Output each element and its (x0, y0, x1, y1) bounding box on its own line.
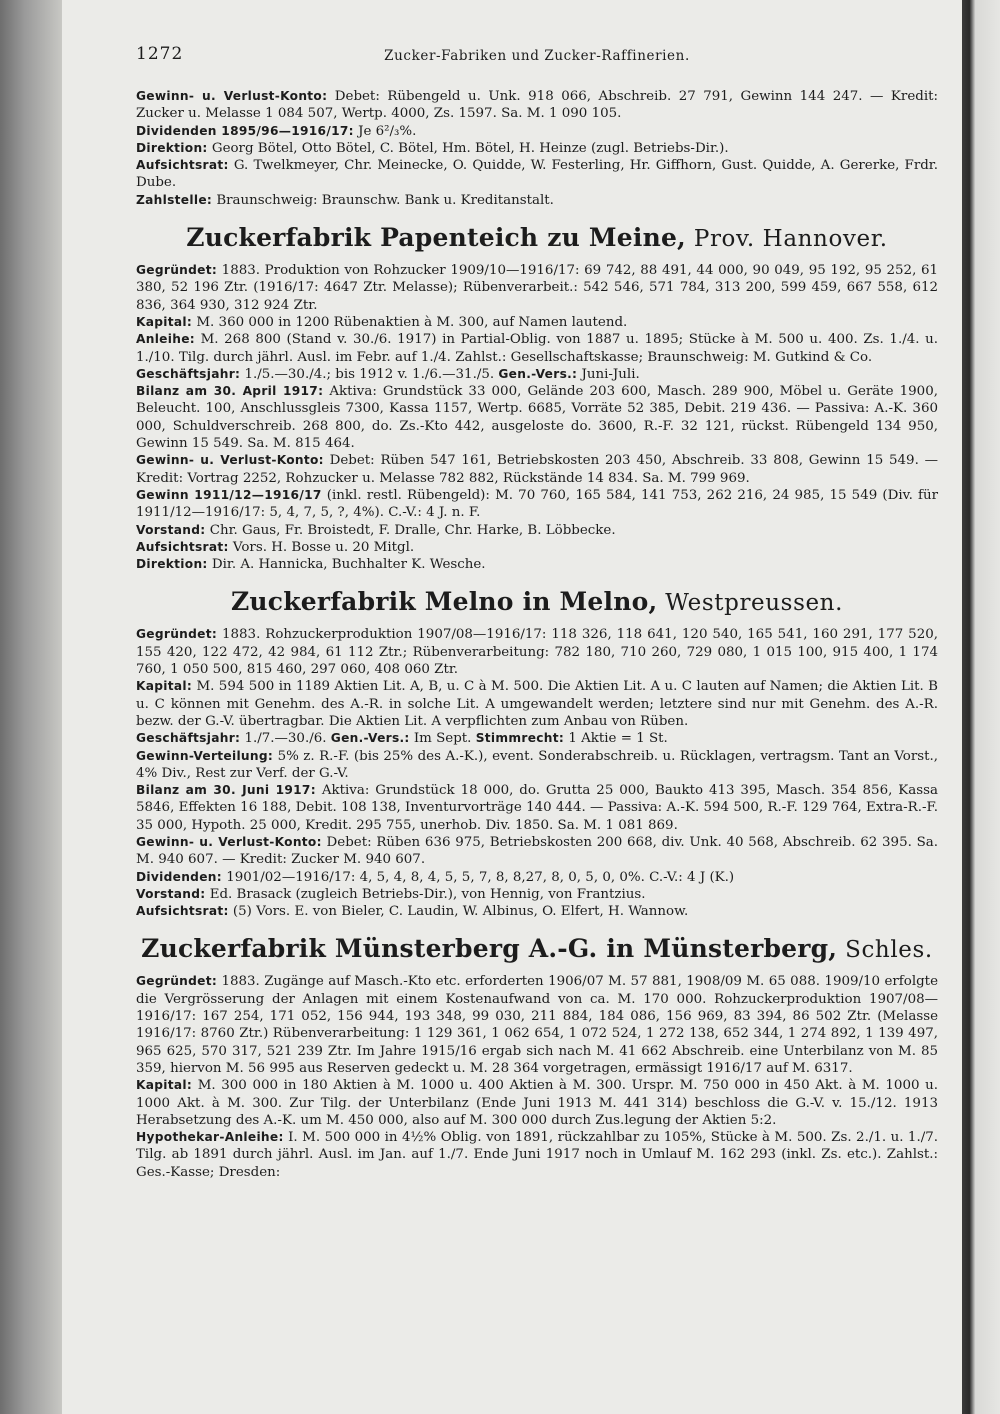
page-content (136, 42, 938, 1181)
field-label: Dividenden: (136, 869, 222, 884)
field-text: 1883. Rohzuckerproduktion 1907/08—1916/17: 118 326, 118 641, 120 540, 165 541, 160 291, 177 520, 155 420, 122 472, 42 984, 61 112 Ztr.; Rübenverarbeitung: 782 180, 710 260, 729 080, 1 015 100, 915 400, 1 174 760, 1 050 500, 815 460, 297 060, 408 060 Ztr. (136, 627, 938, 678)
field-text: M. 268 800 (Stand v. 30./6. 1917) in Partial-Oblig. von 1887 u. 1895; Stücke à M. 500 u. 400. Zs. 1./4. u. 1./10. Tilg. durch jährl. Ausl. im Febr. auf 1./4. Zahlst.: Gesellschaftskasse; Braunschweig: M. Gutkind & Co. (136, 332, 938, 365)
field-text: Georg Bötel, Otto Bötel, C. Bötel, Hm. Bötel, H. Heinze (zugl. Betriebs-Dir.). (207, 140, 729, 156)
paragraph (136, 452, 938, 487)
field-label: Vorstand: (136, 886, 206, 901)
field-label: Geschäftsjahr: (136, 366, 241, 381)
paragraph (136, 886, 938, 903)
field-label: Vorstand: (136, 522, 206, 537)
field-label: Bilanz am 30. April 1917: (136, 384, 324, 399)
scan-left-edge (0, 0, 62, 1414)
field-label: Kapital: (136, 679, 193, 694)
field-text: Je 6²/₃%. (353, 123, 417, 139)
field-label: Gegründet: (136, 627, 218, 642)
field-label: Gewinn- u. Verlust-Konto: (136, 89, 328, 103)
field-text: 1 Aktie = 1 St. (564, 731, 668, 747)
field-label: Aufsichtsrat: (136, 539, 229, 554)
field-text: Braunschweig: Braunschw. Bank u. Kreditanstalt. (212, 192, 554, 208)
field-text: 5% z. R.-F. (bis 25% des A.-K.), event. Sonderabschreib. u. Rücklagen, vertragsm. Tant an Vorst., 4% Div., Rest zur Verf. der G.-V. (136, 748, 938, 781)
paragraph (136, 262, 938, 314)
paragraph (136, 88, 938, 123)
paragraph (136, 730, 938, 747)
company-place: Prov. Hannover. (685, 226, 888, 253)
entry-papenteich (136, 262, 938, 573)
field-text: Debet: Rüben 547 161, Betriebskosten 203 450, Abschreib. 33 808, Gewinn 15 549. — Kredit: Vortrag 2252, Rohzucker u. Melasse 782 882, Rückstände 14 834. Sa. M. 799 969. (136, 453, 939, 486)
field-label: Bilanz am 30. Juni 1917: (136, 783, 316, 798)
field-text: 1901/02—1916/17: 4, 5, 4, 8, 4, 5, 5, 7, 8, 8,27, 8, 0, 5, 0, 0%. C.-V.: 4 J (K.) (221, 869, 735, 885)
field-text: Im Sept. (409, 731, 476, 747)
field-label: Gegründet: (136, 974, 218, 989)
paragraph (136, 903, 938, 920)
company-place: Schles. (837, 937, 933, 964)
field-text: G. Twelkmeyer, Chr. Meinecke, O. Quidde, W. Festerling, Hr. Giffhorn, Gust. Quidde, A. Gererke, Frdr. Dube. (136, 158, 938, 191)
field-label: Gewinn- u. Verlust-Konto: (136, 834, 322, 849)
field-text: Juni-Juli. (577, 366, 640, 382)
field-label: Geschäftsjahr: (136, 731, 241, 746)
field-label: Aufsichtsrat: (136, 158, 229, 173)
company-place: Westpreussen. (657, 590, 844, 617)
field-text: Aktiva: Grundstück 18 000, do. Grutta 25 000, Baukto 413 395, Masch. 354 856, Kassa 5846, Effekten 16 188, Debit. 108 138, Inventurvorträge 140 444. — Passiva: A.-K. 594 500, R.-F. 129 764, Extra-R.-F. 35 000, Hypoth. 25 000, Kredit. 295 755, unerhob. Div. 1850. Sa. M. 1 081 869. (136, 783, 939, 833)
company-title-papenteich (136, 223, 938, 254)
field-label: Gegründet: (136, 263, 218, 278)
field-label: Anleihe: (136, 332, 195, 347)
paragraph (136, 331, 938, 366)
field-label: Gewinn-Verteilung: (136, 748, 274, 763)
field-label: Direktion: (136, 557, 208, 572)
paragraph (136, 1129, 938, 1181)
paragraph (136, 192, 938, 209)
paragraph (136, 157, 938, 192)
field-label: Gen.-Vers.: (330, 731, 410, 746)
field-text: 1./5.—30./4.; bis 1912 v. 1./6.—31./5. (240, 366, 499, 382)
page-header (136, 42, 938, 66)
paragraph (136, 522, 938, 539)
paragraph (136, 973, 938, 1077)
field-text: Debet: Rübengeld u. Unk. 918 066, Abschreib. 27 791, Gewinn 144 247. — Kredit: Zucker u. Melasse 1 084 507, Wertp. 4000, Zs. 1597. Sa. M. 1 090 105. (136, 89, 938, 122)
paragraph (136, 748, 938, 783)
company-title-melno (136, 587, 938, 618)
paragraph (136, 539, 938, 556)
field-label: Aufsichtsrat: (136, 904, 229, 919)
paragraph (136, 383, 938, 452)
field-label: Zahlstelle: (136, 192, 213, 207)
field-text: Debet: Rüben 636 975, Betriebskosten 200 668, div. Unk. 40 568, Abschreib. 62 395. Sa. M. 940 607. — Kredit: Zucker M. 940 607. (136, 834, 939, 868)
page-number: 1272 (136, 44, 184, 64)
field-text: (inkl. restl. Rübengeld): M. 70 760, 165 584, 141 753, 262 216, 24 985, 15 549 (Div. für 1911/12—1916/17: 5, 4, 7, 5, ?, 4%). C.-V.: 4 J. n. F. (136, 487, 938, 521)
paragraph (136, 123, 938, 140)
company-name: Zuckerfabrik Münsterberg A.-G. in Münsterberg, (141, 934, 838, 964)
company-title-muensterberg (136, 934, 938, 965)
field-text: Chr. Gaus, Fr. Broistedt, F. Dralle, Chr. Harke, B. Löbbecke. (205, 522, 616, 538)
paragraph (136, 1077, 938, 1129)
paragraph (136, 869, 938, 886)
field-label: Stimmrecht: (475, 731, 565, 746)
field-label: Direktion: (136, 140, 208, 155)
field-text: 1883. Produktion von Rohzucker 1909/10—1916/17: 69 742, 88 491, 44 000, 90 049, 95 192, 95 252, 61 380, 52 196 Ztr. (1916/17: 4647 Ztr. Melasse); Rübenverarbeit.: 542 546, 571 784, 313 200, 599 459, 667 558, 612 836, 364 930, 312 924 Ztr. (136, 263, 938, 313)
company-name: Zuckerfabrik Melno in Melno, (230, 587, 658, 617)
field-text: Dir. A. Hannicka, Buchhalter K. Wesche. (207, 557, 486, 573)
paragraph (136, 487, 938, 522)
company-name: Zuckerfabrik Papenteich zu Meine, (186, 223, 686, 253)
paragraph (136, 140, 938, 157)
paragraph (136, 834, 938, 869)
field-text: M. 300 000 in 180 Aktien à M. 1000 u. 400 Aktien à M. 300. Urspr. M. 750 000 in 450 Akt. à M. 1000 u. 1000 Akt. à M. 300. Zur Tilg. der Unterbilanz (Ende Juni 1913 M. 441 314) beschloss die G.-V. v. 15./12. 1913 Herabsetzung des A.-K. um M. 450 000, also auf M. 300 000 durch Zus.legung der Aktien 5:2. (136, 1078, 938, 1128)
entry-muensterberg (136, 973, 938, 1181)
field-text: M. 594 500 in 1189 Aktien Lit. A, B, u. C à M. 500. Die Aktien Lit. A u. C lauten auf Namen; die Aktien Lit. B u. C können mit Genehm. des A.-R. in solche Lit. A umgewandelt werden; letztere sind nur mit Genehm. des A.-R. bezw. der G.-V. übertragbar. Die Aktien Lit. A verpflichten zum Anbau von Rüben. (136, 679, 938, 729)
field-label: Gewinn- u. Verlust-Konto: (136, 453, 324, 468)
field-text: M. 360 000 in 1200 Rübenaktien à M. 300, auf Namen lautend. (192, 314, 628, 330)
paragraph (136, 314, 938, 331)
entry-continuation (136, 88, 938, 209)
field-text: Aktiva: Grundstück 33 000, Gelände 203 600, Masch. 289 900, Möbel u. Geräte 1900, Beleucht. 100, Anschlussgleis 7300, Kassa 1157, Wertp. 6685, Vorräte 52 385, Debit. 219 436. — Passiva: A.-K. 360 000, Schuldverschreib. 268 800, do. Zs.-Kto 442, ausgeloste do. 3600, R.-F. 32 121, rückst. Rübengeld 134 950, Gewinn 15 549. Sa. M. 815 464. (136, 384, 938, 452)
running-title: Zucker-Fabriken und Zucker-Raffinerien. (384, 48, 690, 64)
paragraph (136, 556, 938, 573)
paragraph (136, 782, 938, 834)
field-text: I. M. 500 000 in 4½% Oblig. von 1891, rückzahlbar zu 105%, Stücke à M. 500. Zs. 2./1. u. 1./7. Tilg. ab 1891 durch jährl. Ausl. im Jan. auf 1./7. Ende Juni 1917 noch in Umlauf M. 162 293 (inkl. Zs. etc.). Zahlst.: Ges.-Kasse; Dresden: (136, 1130, 938, 1180)
field-text: 1./7.—30./6. (240, 731, 331, 747)
paragraph (136, 678, 938, 730)
field-label: Kapital: (136, 314, 193, 329)
field-text: 1883. Zugänge auf Masch.-Kto etc. erforderten 1906/07 M. 57 881, 1908/09 M. 65 088. 1909/10 erfolgte die Vergrösserung der Anlagen mit einem Kostenaufwand von ca. M. 170 000. Rohzuckerproduktion 1907/08—1916/17: 167 254, 171 052, 156 944, 193 348, 99 030, 211 884, 184 086, 156 969, 83 394, 86 502 Ztr. (Melasse 1916/17: 8760 Ztr.) Rübenverarbeitung: 1 129 361, 1 062 654, 1 072 524, 1 272 138, 652 344, 1 274 892, 1 139 497, 965 625, 570 317, 521 239 Ztr. Im Jahre 1915/16 ergab sich nach M. 41 662 Abschreib. eine Unterbilanz von M. 85 359, hiervon M. 56 995 aus Reserven gedeckt u. M. 28 364 vorgetragen, ermässigt 1916/17 auf M. 6317. (136, 974, 938, 1076)
field-label: Dividenden 1895/96—1916/17: (136, 123, 354, 138)
field-text: Ed. Brasack (zugleich Betriebs-Dir.), von Hennig, von Frantzius. (205, 886, 646, 902)
field-label: Hypothekar-Anleihe: (136, 1130, 284, 1145)
field-label: Kapital: (136, 1078, 193, 1093)
field-label: Gen.-Vers.: (498, 366, 578, 381)
field-label: Gewinn 1911/12—1916/17 (136, 487, 322, 502)
paragraph (136, 626, 938, 678)
field-text: (5) Vors. E. von Bieler, C. Laudin, W. Albinus, O. Elfert, H. Wannow. (228, 904, 689, 920)
entry-melno (136, 626, 938, 920)
scan-right-edge (962, 0, 1000, 1414)
paragraph (136, 366, 938, 383)
field-text: Vors. H. Bosse u. 20 Mitgl. (228, 539, 415, 555)
